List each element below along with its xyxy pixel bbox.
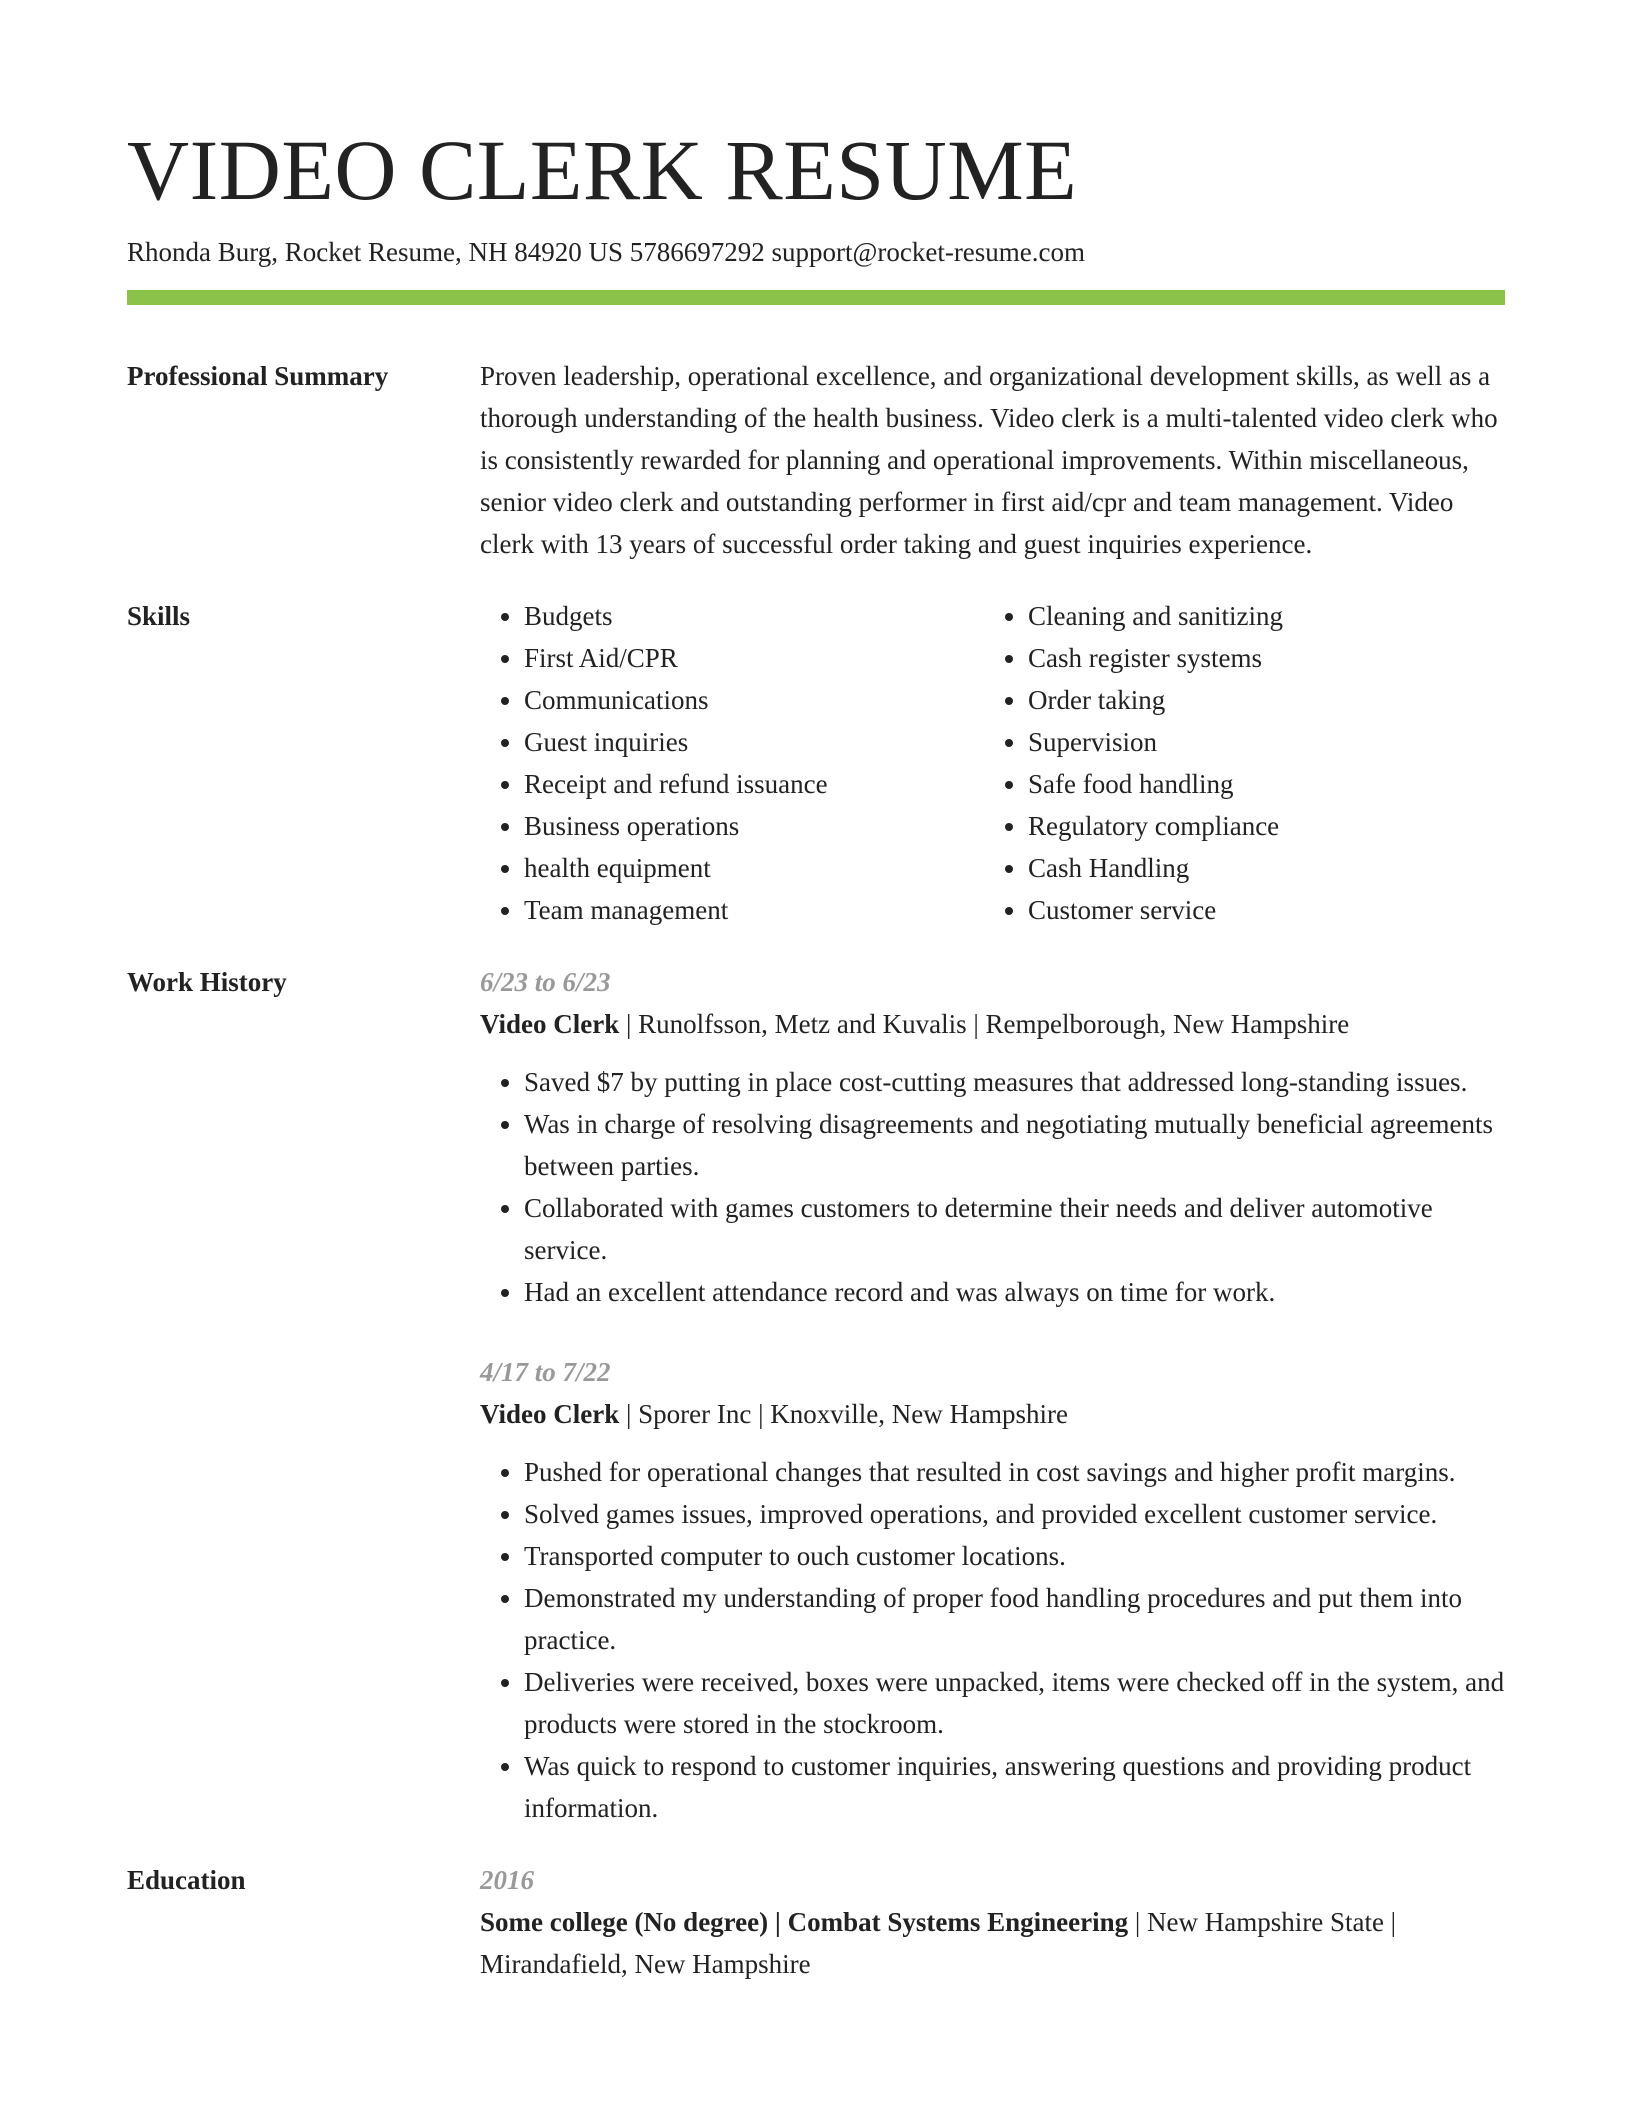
job-details: | Sporer Inc | Knoxville, New Hampshire <box>619 1399 1068 1429</box>
education-year: 2016 <box>480 1865 534 1895</box>
skills-list-right <box>984 595 1488 931</box>
job-entry <box>480 961 1505 1313</box>
skills-grid <box>480 595 1505 931</box>
education-section <box>127 1859 1505 1985</box>
job-bullet: • Was quick to respond to customer inquiries, answering questions and providing product information. <box>524 1745 1505 1829</box>
job-bullets <box>480 1451 1505 1829</box>
education-body <box>480 1859 1505 1985</box>
skill-item: • Customer service <box>1028 889 1488 931</box>
skill-item: • Budgets <box>524 595 984 637</box>
job-dates: 4/17 to 7/22 <box>480 1357 611 1387</box>
skills-section <box>127 595 1505 931</box>
job-bullet: • Saved $7 by putting in place cost-cutting measures that addressed long-standing issues. <box>524 1061 1505 1103</box>
skill-item: • health equipment <box>524 847 984 889</box>
skills-label: Skills <box>127 601 191 631</box>
job-bullet: • Solved games issues, improved operations, and provided excellent customer service. <box>524 1493 1505 1535</box>
job-bullet: • Was in charge of resolving disagreements and negotiating mutually beneficial agreements between parties. <box>524 1103 1505 1187</box>
job-bullet: • Transported computer to ouch customer locations. <box>524 1535 1505 1577</box>
job-title: Video Clerk <box>480 1009 620 1039</box>
job-dates: 6/23 to 6/23 <box>480 967 611 997</box>
job-bullet: • Pushed for operational changes that resulted in cost savings and higher profit margins. <box>524 1451 1505 1493</box>
contact-name: Rhonda Burg, <box>127 237 279 267</box>
skill-item: • Communications <box>524 679 984 721</box>
summary-text: Proven leadership, operational excellence, and organizational development skills, as well as a thorough understanding of the health business. Video clerk is a multi-talented video clerk who is consistently rewarded for planning and operational improvements. Within miscellaneous, senior video clerk and outstanding performer in first aid/cpr and team management. Video clerk with 13 years of successful order taking and guest inquiries experience. <box>480 361 1498 559</box>
contact-phone: 5786697292 <box>629 237 765 267</box>
education-heading <box>480 1901 1505 1985</box>
job-bullet: • Had an excellent attendance record and was always on time for work. <box>524 1271 1505 1313</box>
education-details: | New Hampshire State | Mirandafield, New Hampshire <box>480 1907 1397 1979</box>
skill-item: • Guest inquiries <box>524 721 984 763</box>
resume-title: VIDEO CLERK RESUME <box>127 122 1078 218</box>
resume-page <box>127 118 1505 1985</box>
job-bullet: • Deliveries were received, boxes were unpacked, items were checked off in the system, and products were stored in the stockroom. <box>524 1661 1505 1745</box>
work-section <box>127 961 1505 1829</box>
skill-item: • Cash register systems <box>1028 637 1488 679</box>
skill-item: • Business operations <box>524 805 984 847</box>
contact-email: support@rocket-resume.com <box>771 237 1086 267</box>
job-heading <box>480 1003 1505 1045</box>
job-bullet: • Demonstrated my understanding of proper food handling procedures and put them into practice. <box>524 1577 1505 1661</box>
education-degree: Some college (No degree) | Combat Systems Engineering <box>480 1907 1129 1937</box>
job-heading <box>480 1393 1505 1435</box>
work-body <box>480 961 1505 1829</box>
summary-body <box>480 355 1505 565</box>
skill-item: • Order taking <box>1028 679 1488 721</box>
skill-item: • Cleaning and sanitizing <box>1028 595 1488 637</box>
skill-item: • Team management <box>524 889 984 931</box>
summary-section <box>127 355 1505 565</box>
skills-list-left <box>480 595 984 931</box>
work-label: Work History <box>127 967 287 997</box>
skill-item: • Safe food handling <box>1028 763 1488 805</box>
header-divider <box>127 290 1505 305</box>
job-title: Video Clerk <box>480 1399 620 1429</box>
job-bullets <box>480 1061 1505 1313</box>
skill-item: • Cash Handling <box>1028 847 1488 889</box>
contact-location: Rocket Resume, NH 84920 US <box>284 237 623 267</box>
skill-item: • Regulatory compliance <box>1028 805 1488 847</box>
job-entry <box>480 1351 1505 1829</box>
skill-item: • Supervision <box>1028 721 1488 763</box>
education-label: Education <box>127 1865 246 1895</box>
job-bullet: • Collaborated with games customers to determine their needs and deliver automotive service. <box>524 1187 1505 1271</box>
skill-item: • Receipt and refund issuance <box>524 763 984 805</box>
job-details: | Runolfsson, Metz and Kuvalis | Rempelborough, New Hampshire <box>619 1009 1350 1039</box>
skill-item: • First Aid/CPR <box>524 637 984 679</box>
summary-label: Professional Summary <box>127 361 389 391</box>
contact-line <box>127 234 1505 270</box>
